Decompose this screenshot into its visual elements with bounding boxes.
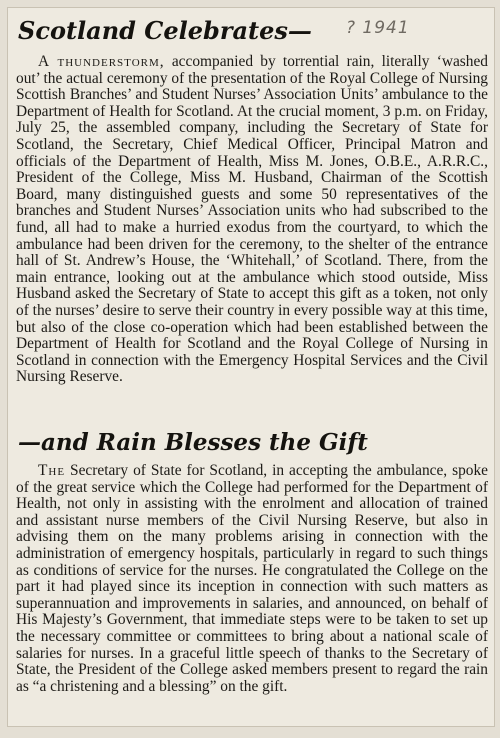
paragraph-2-lead-in: The (38, 462, 66, 479)
newspaper-clipping (8, 8, 494, 726)
article-paragraph-2 (16, 463, 488, 695)
headline-rain-blesses-the-gift: —and Rain Blesses the Gift (18, 429, 368, 456)
paragraph-1-body: accompanied by torrential rain, literally ‘washed out’ the actual ceremony of the presentation of the Royal College of Nursing Scottish Branches’ and Student Nurses’ Association Units’ ambulance to the Department of Health for Scotland. At the crucial moment, 3 p.m. on Friday, July 25, the assembled company, including the Secretary of State for Scotland, the Secretary, Chief Medical Officer, Principal Matron and officials of the Department of Health, Miss M. Jones, O.B.E., A.R.R.C., President of the College, Miss M. Husband, Chairman of the Scottish Board, many distinguished guests and some 50 representatives of the branches and Student Nurses’ Association units who had subscribed to the fund, all had to make a hurried exodus from the courtyard, to which the ambulance had been driven for the ceremony, to the shelter of the entrance hall of St. Andrew’s House, the ‘Whitehall,’ of Scotland. There, from the main entrance, looking out at the ambulance which stood outside, Miss Husband asked the Secretary of State to accept this gift as a token, not only of the nurses’ desire to serve their country in every possible way at this time, but also of the close co-operation which had been established between the Department of Health for Scotland and the Royal College of Nursing in Scotland in connection with the Emergency Hospital Services and the Civil Nursing Reserve. (16, 53, 488, 386)
article-paragraph-1 (16, 54, 488, 386)
headline-scotland-celebrates: Scotland Celebrates— (18, 16, 312, 45)
paragraph-1-lead-in: A thunderstorm, (38, 53, 165, 70)
paragraph-2-body: Secretary of State for Scotland, in accepting the ambulance, spoke of the great service which the College had performed for the Department of Health, not only in assisting with the enrolment and allocation of trained and assistant nurse members of the Civil Nursing Reserve, but also in advising them on the many problems arising in connection with the administration of emergency hospitals, particularly in regard to such things as conditions of service for the nurses. He congratulated the College on the part it had played since its inception in connection with such matters as superannuation and improvements in salaries, and announced, on behalf of His Majesty’s Government, that immediate steps were to be taken to set up the necessary committee or committees to bring about a national scale of salaries for nurses. In a graceful little speech of thanks to the Secretary of State, the President of the College asked members present to regard the rain as “a christening and a blessing” on the gift. (16, 462, 488, 695)
handwritten-date-note: ? 1941 (346, 18, 410, 38)
